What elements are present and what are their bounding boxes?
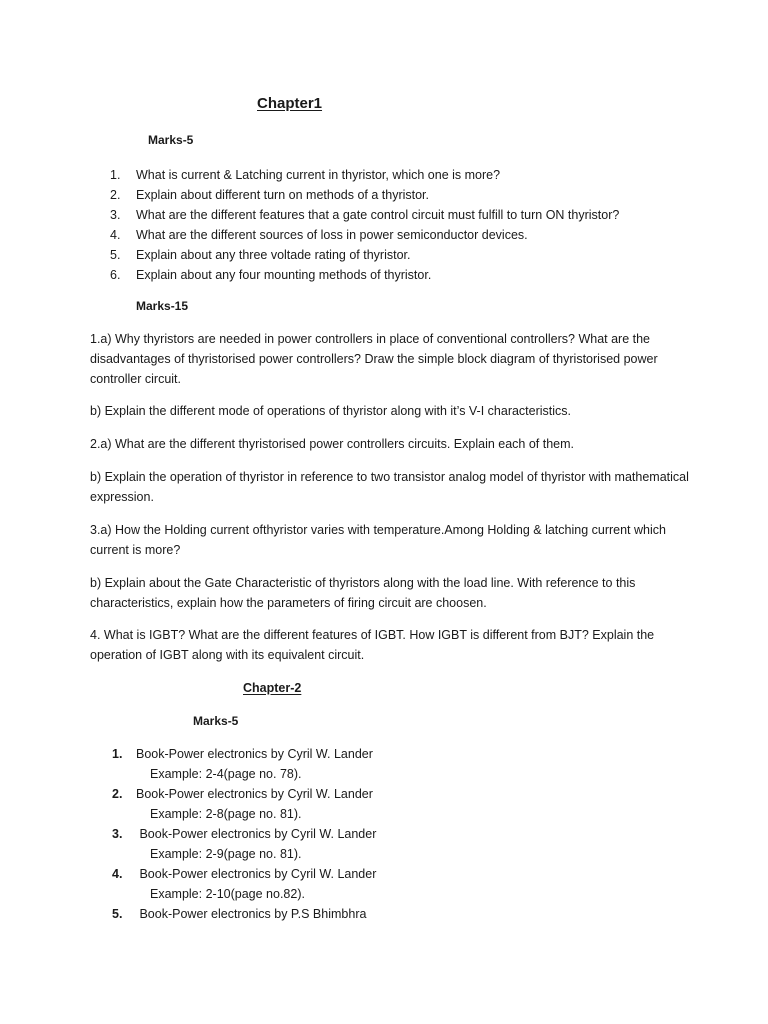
list-item: 1. Book-Power electronics by Cyril W. Lander Example: 2-4(page no. 78).: [112, 747, 373, 781]
list-item: 3. Book-Power electronics by Cyril W. Lander Example: 2-9(page no. 81).: [112, 827, 377, 861]
long-question: b) Explain the different mode of operations of thyristor along with it’s V-I characteristics.: [90, 404, 572, 418]
list-item: 5. Explain about any three voltade rating of thyristor.: [110, 248, 411, 262]
marks5-heading: Marks-5: [148, 133, 194, 147]
book-reference-list: [112, 744, 376, 924]
long-question: b) Explain about the Gate Characteristic of thyristors along with the load line. With reference to this characteristics, explain how the parameters of firing circuit are choosen.: [90, 576, 636, 610]
long-question: 4. What is IGBT? What are the different features of IGBT. How IGBT is different from BJT? Explain the operation of IGBT along with its equivalent circuit.: [90, 628, 655, 662]
chapter1-title: Chapter1: [257, 95, 323, 112]
list-item: 1. What is current & Latching current in thyristor, which one is more?: [110, 168, 501, 182]
list-item: 6. Explain about any four mounting methods of thyristor.: [110, 268, 432, 282]
list-item: 2. Book-Power electronics by Cyril W. Lander Example: 2-8(page no. 81).: [112, 787, 373, 821]
list-item: 2. Explain about different turn on methods of a thyristor.: [110, 188, 429, 202]
list-item: 5. Book-Power electronics by P.S Bhimbhra: [112, 907, 367, 921]
chapter2-marks5-heading: Marks-5: [193, 714, 239, 728]
short-question-list: [110, 165, 619, 285]
list-item: 4. What are the different sources of loss in power semiconductor devices.: [110, 228, 528, 242]
long-question: 2.a) What are the different thyristorised power controllers circuits. Explain each of them.: [90, 437, 575, 451]
long-question: 3.a) How the Holding current ofthyristor varies with temperature.Among Holding & latching current which current is more?: [90, 523, 666, 557]
chapter2-title: Chapter-2: [243, 681, 302, 695]
long-question: b) Explain the operation of thyristor in reference to two transistor analog model of thyristor with mathematical expression.: [90, 470, 689, 504]
list-item: 4. Book-Power electronics by Cyril W. Lander Example: 2-10(page no.82).: [112, 867, 377, 901]
long-question: 1.a) Why thyristors are needed in power controllers in place of conventional controllers? What are the disadvantages of thyristorised power controllers? Draw the simple block diagram of thyristorised power controller circuit.: [90, 332, 658, 386]
list-item: 3. What are the different features that a gate control circuit must fulfill to turn ON thyristor?: [110, 208, 620, 222]
marks15-heading: Marks-15: [136, 299, 189, 313]
